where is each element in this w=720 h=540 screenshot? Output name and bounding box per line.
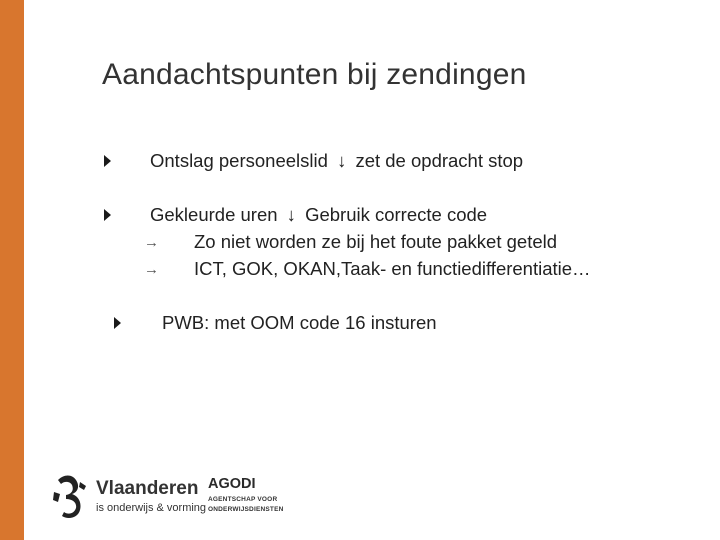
bullet-1-after: zet de opdracht stop: [355, 150, 524, 171]
bullet-2-before: Gekleurde uren: [150, 204, 278, 225]
accent-bar: [0, 0, 24, 540]
bullet-2: [150, 204, 487, 226]
footer-logos: [50, 468, 310, 528]
agodi-line-2: ONDERWIJSDIENSTEN: [208, 506, 284, 513]
bullet-marker-icon: [104, 155, 111, 167]
sub-item-2: ICT, GOK, OKAN,Taak- en functiedifferentiatie…: [194, 258, 591, 279]
right-arrow-icon: →: [144, 234, 159, 251]
agodi-line-1: AGENTSCHAP VOOR: [208, 496, 278, 503]
bullet-1: [150, 150, 523, 172]
vlaanderen-name: Vlaanderen: [96, 478, 199, 499]
vlaanderen-tagline: is onderwijs & vorming: [96, 502, 207, 514]
bullet-marker-icon: [114, 317, 121, 329]
bullet-1-before: Ontslag personeelslid: [150, 150, 328, 171]
vlaanderen-lion-logo-icon: [50, 472, 94, 522]
agodi-name: AGODI: [208, 476, 256, 492]
slide-title: Aandachtspunten bij zendingen: [102, 58, 527, 91]
bullet-marker-icon: [104, 209, 111, 221]
sub-item-1: Zo niet worden ze bij het foute pakket geteld: [194, 231, 558, 252]
right-arrow-icon: →: [144, 261, 159, 278]
bullet-3: PWB: met OOM code 16 insturen: [162, 312, 437, 333]
bullet-2-after: Gebruik correcte code: [305, 204, 488, 225]
down-arrow-icon: ↓: [337, 150, 347, 171]
down-arrow-icon: ↓: [286, 204, 296, 225]
